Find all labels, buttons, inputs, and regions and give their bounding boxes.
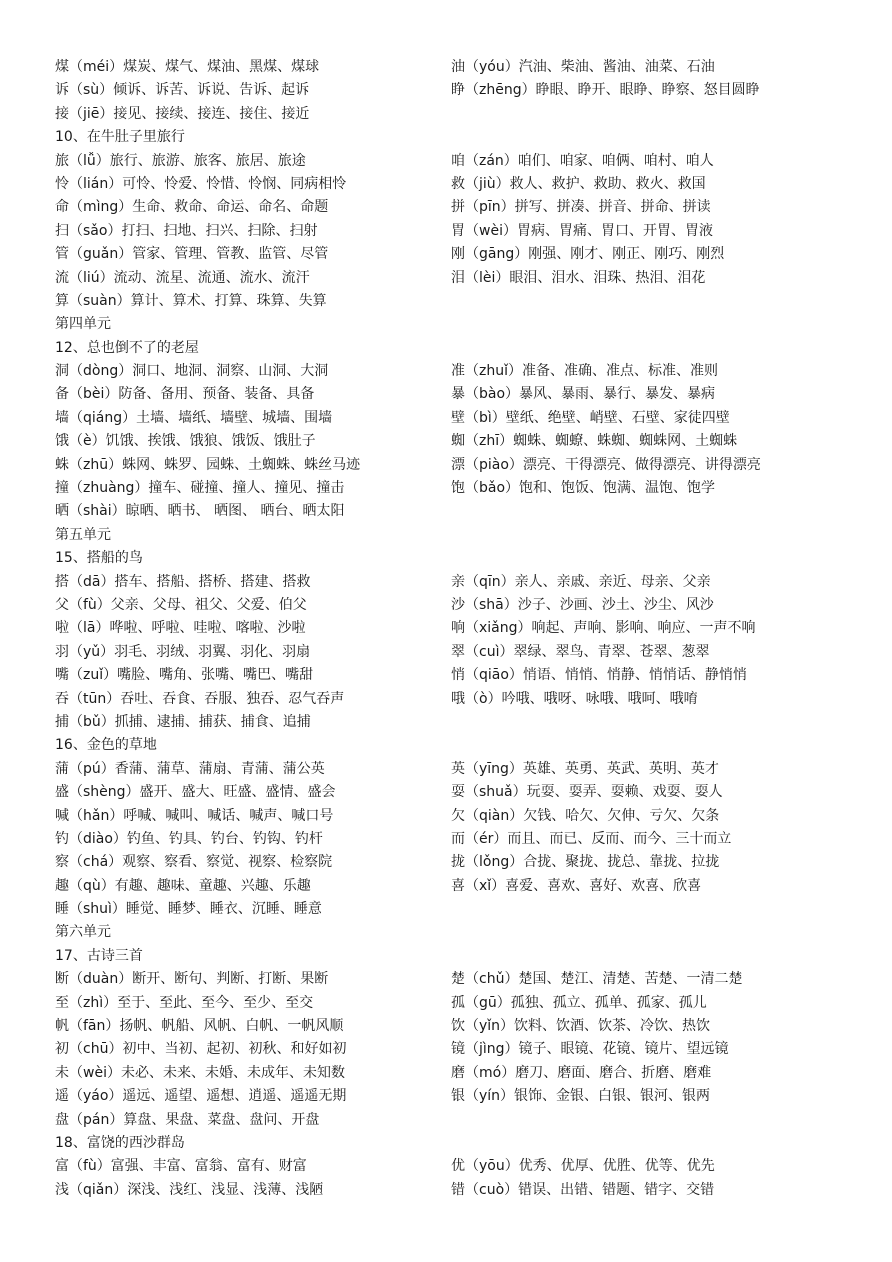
word-entry-left: 至（zhì）至于、至此、至今、至少、至交 xyxy=(55,994,314,1011)
word-entry-row xyxy=(55,430,855,453)
word-entry-right: 翠（cuì）翠绿、翠鸟、青翠、苍翠、葱翠 xyxy=(451,643,710,660)
word-entry-left: 初（chū）初中、当初、起初、初秋、和好如初 xyxy=(55,1041,347,1058)
word-entry-left: 未（wèi）未必、未来、未婚、未成年、未知数 xyxy=(55,1064,345,1081)
word-entry-right: 镜（jìng）镜子、眼镜、花镜、镜片、望远镜 xyxy=(451,1041,729,1058)
word-entry-left: 流（liú）流动、流星、流通、流水、流汗 xyxy=(55,269,310,286)
word-entry-right: 沙（shā）沙子、沙画、沙土、沙尘、风沙 xyxy=(451,596,714,613)
word-entry-row xyxy=(55,79,855,102)
word-entry-left: 算（suàn）算计、算术、打算、珠算、失算 xyxy=(55,292,327,309)
word-entry-right: 饮（yǐn）饮料、饮酒、饮茶、冷饮、热饮 xyxy=(451,1018,711,1035)
word-entry-left: 父（fù）父亲、父母、祖父、父爱、伯父 xyxy=(55,596,307,613)
section-heading: 17、古诗三首 xyxy=(55,947,143,964)
word-entry-right: 耍（shuǎ）玩耍、耍弄、耍赖、戏耍、耍人 xyxy=(451,784,723,801)
word-entry-left: 帆（fān）扬帆、帆船、风帆、白帆、一帆风顺 xyxy=(55,1018,344,1035)
word-entry-row xyxy=(55,383,855,406)
word-entry-right: 哦（ò）吟哦、哦呀、咏哦、哦呵、哦唷 xyxy=(451,690,698,707)
word-entry-row xyxy=(55,1062,855,1085)
word-entry-row xyxy=(55,103,855,126)
word-entry-right: 优（yōu）优秀、优厚、优胜、优等、优先 xyxy=(451,1158,715,1175)
word-entry-row xyxy=(55,875,855,898)
document-body xyxy=(55,56,855,1202)
word-entry-left: 啦（lā）哗啦、呼啦、哇啦、喀啦、沙啦 xyxy=(55,620,306,637)
word-entry-left: 旅（lǚ）旅行、旅游、旅客、旅居、旅途 xyxy=(55,152,306,169)
word-entry-right: 油（yóu）汽油、柴油、酱油、油菜、石油 xyxy=(451,59,715,75)
word-entry-row xyxy=(55,1038,855,1061)
word-entry-right: 睁（zhēng）睁眼、睁开、眼睁、睁察、怒目圆睁 xyxy=(451,82,760,99)
word-entry-left: 吞（tūn）吞吐、吞食、吞服、独吞、忍气吞声 xyxy=(55,690,345,707)
word-entry-row xyxy=(55,267,855,290)
word-entry-row xyxy=(55,992,855,1015)
section-heading: 16、金色的草地 xyxy=(55,737,157,754)
word-entry-right: 准（zhuǐ）准备、准确、准点、标准、准则 xyxy=(451,363,718,380)
word-entry-right xyxy=(451,500,855,523)
word-entry-row xyxy=(55,781,855,804)
word-entry-right: 楚（chǔ）楚国、楚江、清楚、苦楚、一清二楚 xyxy=(451,971,743,988)
section-heading: 18、富饶的西沙群岛 xyxy=(55,1134,185,1151)
word-entry-left: 遥（yáo）遥远、遥望、遥想、逍遥、遥遥无期 xyxy=(55,1088,347,1105)
word-entry-row xyxy=(55,688,855,711)
word-entry-right xyxy=(451,711,855,734)
word-entry-row xyxy=(55,290,855,313)
word-entry-right: 悄（qiāo）悄语、悄悄、悄静、悄悄话、静悄悄 xyxy=(451,667,747,684)
word-entry-right: 胃（wèi）胃病、胃痛、胃口、开胃、胃液 xyxy=(451,222,713,239)
word-entry-row xyxy=(55,360,855,383)
word-entry-left: 趣（qù）有趣、趣味、童趣、兴趣、乐趣 xyxy=(55,877,311,894)
word-entry-right: 孤（gū）孤独、孤立、孤单、孤家、孤儿 xyxy=(451,994,707,1011)
word-entry-row xyxy=(55,641,855,664)
word-entry-row xyxy=(55,196,855,219)
word-entry-left: 饿（è）饥饿、挨饿、饿狼、饿饭、饿肚子 xyxy=(55,433,316,450)
word-entry-left: 蛛（zhū）蛛网、蛛罗、园蛛、土蜘蛛、蛛丝马迹 xyxy=(55,456,361,473)
word-entry-row xyxy=(55,898,855,921)
word-entry-left: 察（chá）观察、察看、察觉、视察、检察院 xyxy=(55,854,333,871)
word-entry-right: 暴（bào）暴风、暴雨、暴行、暴发、暴病 xyxy=(451,386,716,403)
word-entry-row xyxy=(55,805,855,828)
word-entry-right xyxy=(451,1109,855,1132)
word-entry-left: 煤（méi）煤炭、煤气、煤油、黑煤、煤球 xyxy=(55,59,320,75)
word-entry-left: 命（mìng）生命、救命、命运、命名、命题 xyxy=(55,199,329,216)
word-entry-left: 墙（qiáng）土墙、墙纸、墙壁、城墙、围墙 xyxy=(55,409,333,426)
word-entry-right xyxy=(451,898,855,921)
word-entry-right: 而（ér）而且、而已、反而、而今、三十而立 xyxy=(451,830,732,847)
word-entry-left: 羽（yǔ）羽毛、羽绒、羽翼、羽化、羽扇 xyxy=(55,643,311,660)
word-entry-left: 嘴（zuǐ）嘴脸、嘴角、张嘴、嘴巴、嘴甜 xyxy=(55,667,314,684)
word-entry-left: 钓（diào）钓鱼、钓具、钓台、钓钩、钓杆 xyxy=(55,830,323,847)
word-entry-right: 漂（piào）漂亮、干得漂亮、做得漂亮、讲得漂亮 xyxy=(451,456,761,473)
word-entry-row xyxy=(55,1085,855,1108)
word-entry-left: 诉（sù）倾诉、诉苦、诉说、告诉、起诉 xyxy=(55,82,310,99)
word-entry-row xyxy=(55,454,855,477)
word-entry-row xyxy=(55,758,855,781)
word-entry-row xyxy=(55,594,855,617)
section-heading: 15、搭船的鸟 xyxy=(55,550,143,567)
word-entry-row xyxy=(55,220,855,243)
word-entry-right: 英（yīng）英雄、英勇、英武、英明、英才 xyxy=(451,760,719,777)
word-entry-row xyxy=(55,173,855,196)
word-entry-left: 撞（zhuàng）撞车、碰撞、撞人、撞见、撞击 xyxy=(55,480,345,497)
word-entry-row xyxy=(55,150,855,173)
word-entry-left: 怜（lián）可怜、怜爱、怜惜、怜悯、同病相怜 xyxy=(55,175,347,192)
word-entry-left: 扫（sǎo）打扫、扫地、扫兴、扫除、扫射 xyxy=(55,222,318,239)
word-entry-left: 接（jiē）接见、接续、接连、接住、接近 xyxy=(55,105,310,122)
word-entry-right: 亲（qīn）亲人、亲戚、亲近、母亲、父亲 xyxy=(451,573,711,590)
word-entry-row xyxy=(55,571,855,594)
word-entry-row xyxy=(55,617,855,640)
word-entry-right: 刚（gāng）刚强、刚才、刚正、刚巧、刚烈 xyxy=(451,246,725,263)
word-entry-right: 壁（bì）壁纸、绝壁、峭壁、石壁、家徒四壁 xyxy=(451,409,730,426)
word-entry-row xyxy=(55,1015,855,1038)
word-entry-left: 浅（qiǎn）深浅、浅红、浅显、浅薄、浅陋 xyxy=(55,1181,324,1198)
word-entry-left: 睡（shuì）睡觉、睡梦、睡衣、沉睡、睡意 xyxy=(55,901,322,918)
word-entry-left: 蒲（pú）香蒲、蒲草、蒲扇、青蒲、蒲公英 xyxy=(55,760,325,777)
word-entry-left: 盘（pán）算盘、果盘、菜盘、盘问、开盘 xyxy=(55,1111,320,1128)
section-heading: 第四单元 xyxy=(55,316,111,333)
word-entry-left: 断（duàn）断开、断句、判断、打断、果断 xyxy=(55,971,329,988)
word-entry-left: 喊（hǎn）呼喊、喊叫、喊话、喊声、喊口号 xyxy=(55,807,334,824)
word-entry-row xyxy=(55,664,855,687)
word-entry-left: 管（guǎn）管家、管理、管教、监管、尽管 xyxy=(55,246,329,263)
section-heading: 10、在牛肚子里旅行 xyxy=(55,129,185,146)
section-heading: 第五单元 xyxy=(55,526,111,543)
word-entry-right: 银（yín）银饰、金银、白银、银河、银两 xyxy=(451,1088,711,1105)
word-entry-row xyxy=(55,407,855,430)
word-entry-row xyxy=(55,500,855,523)
word-entry-left: 捕（bǔ）抓捕、逮捕、捕获、捕食、追捕 xyxy=(55,713,311,730)
word-entry-row xyxy=(55,711,855,734)
word-entry-row xyxy=(55,243,855,266)
word-entry-right xyxy=(451,103,855,126)
word-entry-right: 磨（mó）磨刀、磨面、磨合、折磨、磨难 xyxy=(451,1064,712,1081)
word-entry-right: 饱（bǎo）饱和、饱饭、饱满、温饱、饱学 xyxy=(451,480,716,497)
word-entry-right: 咱（zán）咱们、咱家、咱俩、咱村、咱人 xyxy=(451,152,714,169)
word-entry-left: 晒（shài）晾晒、晒书、 晒图、 晒台、晒太阳 xyxy=(55,503,345,520)
word-entry-left: 富（fù）富强、丰富、富翁、富有、财富 xyxy=(55,1158,307,1175)
section-heading: 12、总也倒不了的老屋 xyxy=(55,339,199,356)
word-entry-row xyxy=(55,477,855,500)
word-entry-row xyxy=(55,1179,855,1202)
word-entry-right: 错（cuò）错误、出错、错题、错字、交错 xyxy=(451,1181,715,1198)
word-entry-left: 盛（shèng）盛开、盛大、旺盛、盛情、盛会 xyxy=(55,784,336,801)
word-entry-row xyxy=(55,1155,855,1178)
word-entry-row xyxy=(55,968,855,991)
word-entry-left: 备（bèi）防备、备用、预备、装备、具备 xyxy=(55,386,315,403)
word-entry-row xyxy=(55,56,855,79)
word-entry-left: 洞（dòng）洞口、地洞、洞察、山洞、大洞 xyxy=(55,363,329,380)
word-entry-row xyxy=(55,828,855,851)
word-entry-right: 救（jiù）救人、救护、救助、救火、救国 xyxy=(451,175,706,192)
word-entry-right xyxy=(451,290,855,313)
word-entry-row xyxy=(55,851,855,874)
word-entry-right: 喜（xǐ）喜爱、喜欢、喜好、欢喜、欣喜 xyxy=(451,877,702,894)
word-entry-left: 搭（dā）搭车、搭船、搭桥、搭建、搭救 xyxy=(55,573,311,590)
section-heading: 第六单元 xyxy=(55,924,111,941)
word-entry-right: 欠（qiàn）欠钱、哈欠、欠伸、亏欠、欠条 xyxy=(451,807,720,824)
word-entry-right: 蜘（zhī）蜘蛛、蜘蟟、蛛蜘、蜘蛛网、土蜘蛛 xyxy=(451,433,738,450)
word-entry-right: 泪（lèi）眼泪、泪水、泪珠、热泪、泪花 xyxy=(451,269,706,286)
word-entry-row xyxy=(55,1109,855,1132)
word-entry-right: 响（xiǎng）响起、声响、影响、响应、一声不响 xyxy=(451,620,756,637)
word-entry-right: 拢（lǒng）合拢、聚拢、拢总、靠拢、拉拢 xyxy=(451,854,720,871)
word-entry-right: 拼（pīn）拼写、拼凑、拼音、拼命、拼读 xyxy=(451,199,711,216)
